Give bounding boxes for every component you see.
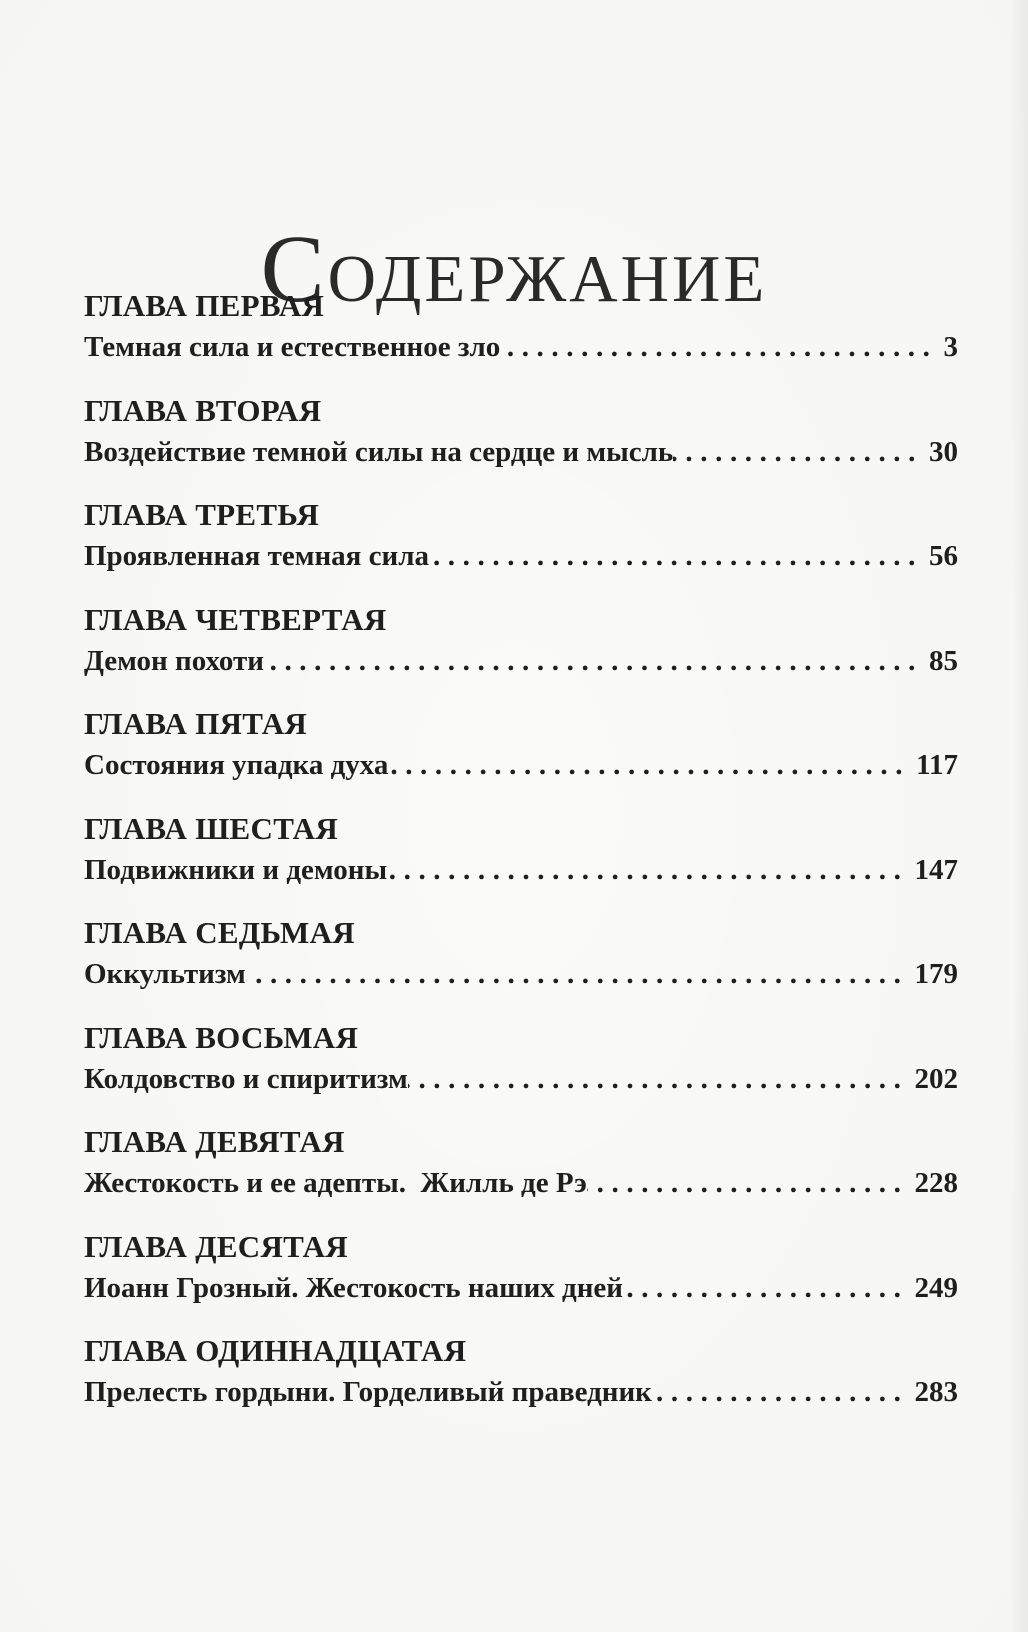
toc-entry-11	[84, 1331, 958, 1436]
page-number: 283	[914, 1376, 958, 1408]
dot-leader	[387, 849, 914, 891]
chapter-title: Состояния упадка духа	[84, 749, 389, 781]
toc-line[interactable]	[84, 953, 958, 995]
toc-entry-1	[84, 286, 958, 391]
toc-line[interactable]	[84, 849, 958, 891]
page-number: 147	[914, 853, 958, 886]
page-number: 30	[929, 435, 958, 468]
chapter-title: Демон похоти	[84, 644, 264, 677]
toc-entry-10	[84, 1227, 958, 1332]
toc-entry-5	[84, 704, 958, 809]
dot-leader	[673, 431, 929, 473]
toc-line[interactable]	[84, 535, 958, 577]
chapter-title: Воздействие темной силы на сердце и мысль	[84, 435, 674, 468]
toc-line[interactable]	[84, 640, 958, 682]
page-number: 179	[914, 958, 958, 990]
dot-leader	[587, 1162, 915, 1204]
dot-leader	[264, 640, 929, 682]
chapter-title: Жестокость и ее адепты. Жилль де Рэ	[84, 1167, 587, 1199]
toc-line[interactable]	[84, 1058, 958, 1100]
chapter-label: ГЛАВА ЧЕТВЕРТАЯ	[84, 601, 387, 637]
toc-entry-3	[84, 495, 958, 600]
chapter-label: ГЛАВА ШЕСТАЯ	[84, 810, 339, 846]
page-number: 202	[914, 1062, 958, 1095]
chapter-label: ГЛАВА ПЕРВАЯ	[84, 288, 325, 323]
dot-leader	[652, 1371, 915, 1413]
chapter-label: ГЛАВА ОДИННАДЦАТАЯ	[84, 1333, 467, 1368]
page-title: Содержание	[260, 215, 768, 323]
dot-leader	[500, 326, 943, 368]
toc-line[interactable]	[84, 326, 958, 368]
chapter-label: ГЛАВА ПЯТАЯ	[84, 706, 308, 741]
dot-leader	[429, 535, 929, 577]
page-number: 85	[929, 644, 958, 677]
page-number: 56	[929, 540, 958, 572]
dot-leader	[246, 953, 915, 995]
chapter-title: Прелесть гордыни. Горделивый праведник	[84, 1376, 652, 1408]
chapter-label: ГЛАВА ВТОРАЯ	[84, 392, 322, 428]
toc-entry-8	[84, 1018, 958, 1123]
toc-line[interactable]	[84, 744, 958, 786]
dot-leader	[388, 744, 916, 786]
toc-line[interactable]	[84, 1267, 958, 1309]
toc-line[interactable]	[84, 1162, 958, 1204]
chapter-label: ГЛАВА СЕДЬМАЯ	[84, 915, 355, 950]
toc-entry-6	[84, 809, 958, 914]
toc-entry-7	[84, 913, 958, 1018]
toc-line[interactable]	[84, 1371, 958, 1413]
toc-entry-9	[84, 1122, 958, 1227]
page-number: 117	[916, 749, 958, 781]
chapter-title: Оккультизм	[84, 958, 246, 990]
chapter-label: ГЛАВА ВОСЬМАЯ	[84, 1019, 359, 1055]
chapter-title: Колдовство и спиритизм	[84, 1062, 408, 1095]
toc-entry-2	[84, 391, 958, 496]
page-number: 249	[914, 1271, 958, 1304]
toc-line[interactable]	[84, 431, 958, 473]
toc-entry-4	[84, 600, 958, 705]
chapter-title: Иоанн Грозный. Жестокость наших дней	[84, 1271, 623, 1304]
dot-leader	[408, 1058, 915, 1100]
chapter-title: Подвижники и демоны	[84, 853, 388, 886]
page-number: 3	[943, 331, 958, 363]
chapter-title: Проявленная темная сила	[84, 540, 429, 572]
chapter-title: Темная сила и естественное зло	[84, 331, 501, 363]
table-of-contents	[84, 286, 958, 1436]
dot-leader	[623, 1267, 915, 1309]
chapter-label: ГЛАВА ДЕВЯТАЯ	[84, 1124, 345, 1159]
chapter-label: ГЛАВА ДЕСЯТАЯ	[84, 1228, 348, 1264]
page-number: 228	[914, 1167, 958, 1199]
chapter-label: ГЛАВА ТРЕТЬЯ	[84, 497, 320, 532]
